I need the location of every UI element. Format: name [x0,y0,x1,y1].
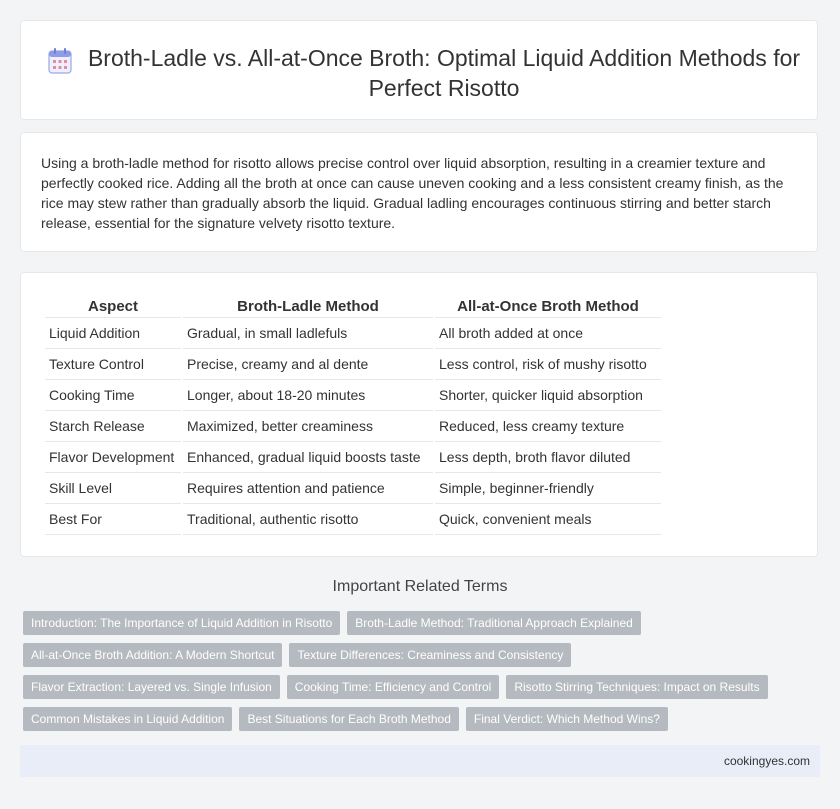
related-term-tag[interactable]: Common Mistakes in Liquid Addition [23,707,232,731]
table-cell: Traditional, authentic risotto [183,504,433,535]
intro-card [20,132,818,252]
table-cell: Cooking Time [45,380,181,411]
table-cell: Gradual, in small ladlefuls [183,318,433,349]
page-title: Broth-Ladle vs. All-at-Once Broth: Optimal Liquid Addition Methods for Perfect Risotto [87,45,801,101]
table-cell: Simple, beginner-friendly [435,473,661,504]
title-card [20,20,818,120]
table-row [45,349,661,380]
table-cell: Liquid Addition [45,318,181,349]
table-row [45,380,661,411]
tag-row [23,643,803,667]
related-term-tag[interactable]: Introduction: The Importance of Liquid Addition in Risotto [23,611,340,635]
table-row [45,318,661,349]
table-cell: Enhanced, gradual liquid boosts taste [183,442,433,473]
related-term-tag[interactable]: Cooking Time: Efficiency and Control [287,675,500,699]
table-cell: Skill Level [45,473,181,504]
table-cell: Best For [45,504,181,535]
table-cell: Texture Control [45,349,181,380]
site-name[interactable]: cookingyes.com [723,754,810,768]
related-term-tag[interactable]: All-at-Once Broth Addition: A Modern Shortcut [23,643,282,667]
related-term-tag[interactable]: Broth-Ladle Method: Traditional Approach Explained [347,611,641,635]
tag-row [23,611,803,635]
tag-row [23,675,803,699]
table-cell: Longer, about 18-20 minutes [183,380,433,411]
related-term-tag[interactable]: Flavor Extraction: Layered vs. Single Infusion [23,675,280,699]
table-cell: Reduced, less creamy texture [435,411,661,442]
header-all-at-once: All-at-Once Broth Method [435,295,661,318]
table-row [45,442,661,473]
related-term-tag[interactable]: Texture Differences: Creaminess and Consistency [289,643,571,667]
header-broth-ladle: Broth-Ladle Method [183,295,433,318]
comparison-table [43,295,663,535]
header-aspect: Aspect [45,295,181,318]
table-row [45,504,661,535]
related-term-tag[interactable]: Best Situations for Each Broth Method [239,707,458,731]
table-cell: Precise, creamy and al dente [183,349,433,380]
table-cell: All broth added at once [435,318,661,349]
table-cell: Flavor Development [45,442,181,473]
related-terms-heading: Important Related Terms [332,578,508,595]
footer [20,745,820,777]
calendar-icon [48,48,72,74]
table-header-row [45,295,661,318]
table-cell: Less control, risk of mushy risotto [435,349,661,380]
related-term-tag[interactable]: Risotto Stirring Techniques: Impact on Results [506,675,767,699]
table-cell: Maximized, better creaminess [183,411,433,442]
table-cell: Quick, convenient meals [435,504,661,535]
related-term-tag[interactable]: Final Verdict: Which Method Wins? [466,707,668,731]
table-cell: Requires attention and patience [183,473,433,504]
tag-row [23,707,803,731]
table-cell: Shorter, quicker liquid absorption [435,380,661,411]
table-row [45,473,661,504]
table-row [45,411,661,442]
intro-paragraph: Using a broth-ladle method for risotto allows precise control over liquid absorption, resulting in a creamier texture and perfectly cooked rice. Adding all the broth at once can cause uneven cooking and a less consistent creamy finish, as the rice may stew rather than gradually absorb the liquid. Gradual ladling encourages continuous stirring and better starch release, essential for the signature velvety risotto texture. [41,155,784,231]
comparison-card [20,272,818,557]
table-cell: Less depth, broth flavor diluted [435,442,661,473]
table-cell: Starch Release [45,411,181,442]
related-terms-list [23,611,803,739]
